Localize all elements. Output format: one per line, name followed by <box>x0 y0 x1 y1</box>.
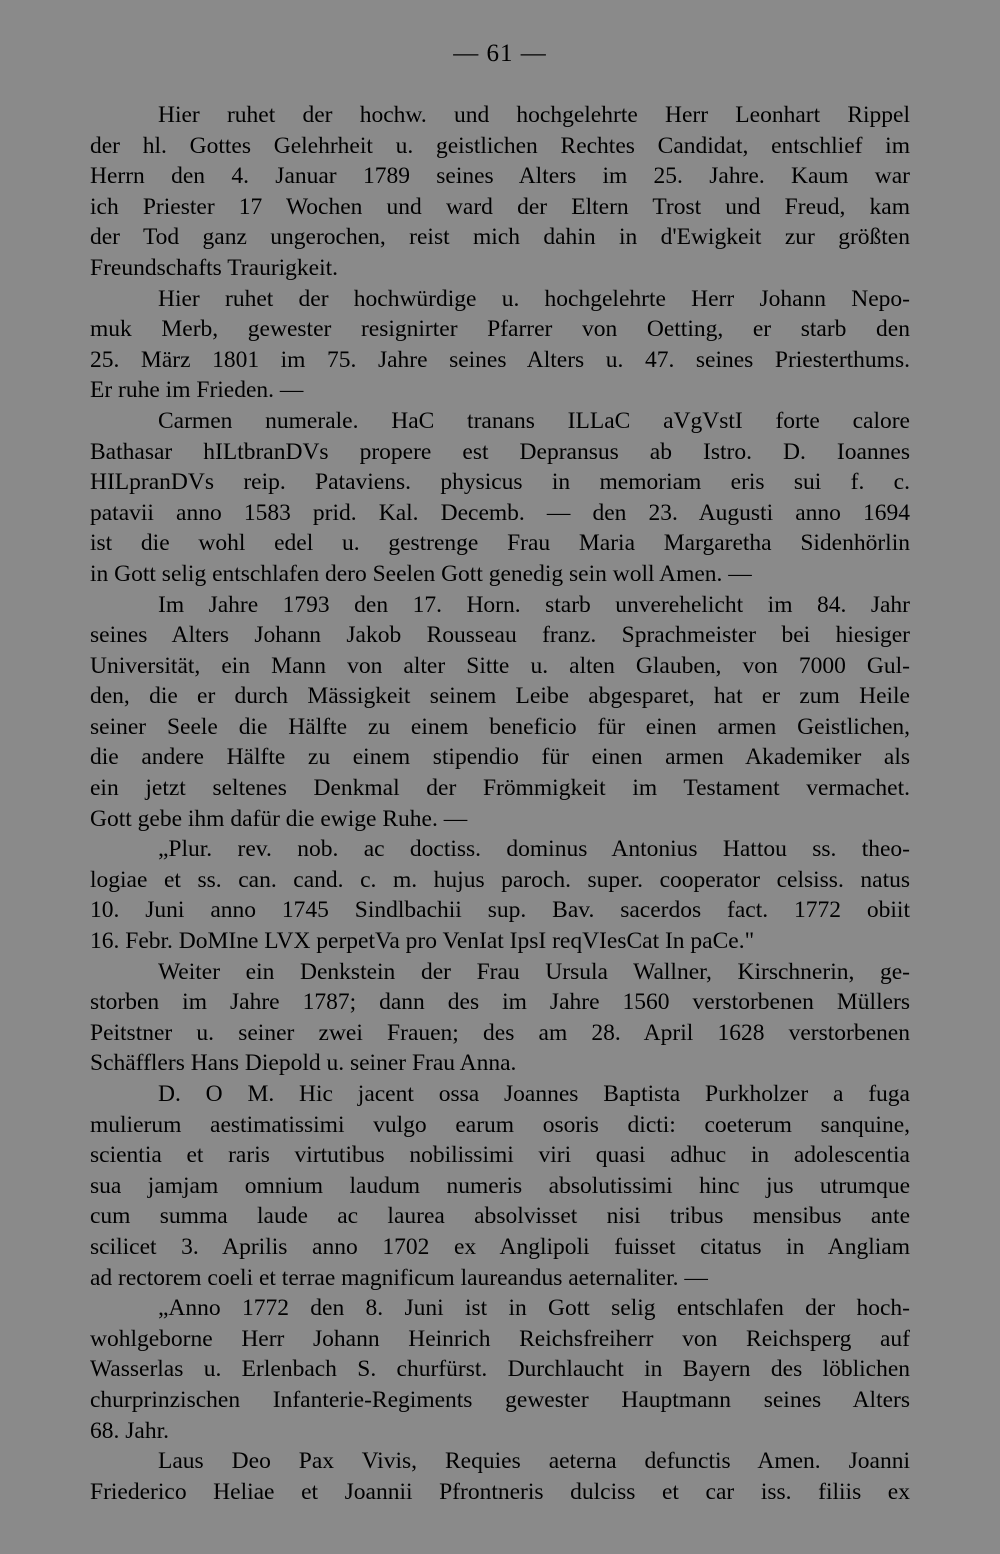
page-text-body <box>90 100 910 1507</box>
text-line: seiner Seele die Hälfte zu einem beneficio für einen armen Geistlichen, <box>90 713 910 740</box>
text-line: scilicet 3. Aprilis anno 1702 ex Anglipoli fuisset citatus in Angliam <box>90 1233 910 1260</box>
text-line: Er ruhe im Frieden. — <box>90 377 304 404</box>
text-line: muk Merb, gewester resignirter Pfarrer von Oetting, er starb den <box>90 316 910 343</box>
text-line: Laus Deo Pax Vivis, Requies aeterna defunctis Amen. Joanni <box>158 1448 910 1475</box>
text-line: Herrn den 4. Januar 1789 seines Alters im 25. Jahre. Kaum war <box>90 163 910 190</box>
text-line: Friederico Heliae et Joannii Pfrontneris dulciss et car iss. filiis ex <box>90 1478 910 1505</box>
text-line: churprinzischen Infanterie-Regiments gewester Hauptmann seines Alters <box>90 1386 910 1413</box>
text-line: wohlgeborne Herr Johann Heinrich Reichsfreiherr von Reichsperg auf <box>90 1325 910 1352</box>
text-line: logiae et ss. can. cand. c. m. hujus paroch. super. cooperator celsiss. natus <box>90 866 910 893</box>
text-line: Peitstner u. seiner zwei Frauen; des am 28. April 1628 verstorbenen <box>90 1019 910 1046</box>
text-line: Freundschafts Traurigkeit. <box>90 254 339 281</box>
text-line: Weiter ein Denkstein der Frau Ursula Wallner, Kirschnerin, ge- <box>158 958 910 985</box>
text-line: HILpranDVs reip. Pataviens. physicus in memoriam eris sui f. c. <box>90 469 910 496</box>
text-line: 68. Jahr. <box>90 1417 169 1444</box>
text-line: mulierum aestimatissimi vulgo earum osoris dicti: coeterum sanquine, <box>90 1111 910 1138</box>
text-line: cum summa laude ac laurea absolvisset nisi tribus mensibus ante <box>90 1203 910 1230</box>
text-line: „Anno 1772 den 8. Juni ist in Gott selig entschlafen der hoch- <box>158 1295 910 1322</box>
text-line: Universität, ein Mann von alter Sitte u. alten Glauben, von 7000 Gul- <box>90 652 910 679</box>
text-line: Hier ruhet der hochwürdige u. hochgelehrte Herr Johann Nepo- <box>158 285 910 312</box>
text-line: Gott gebe ihm dafür die ewige Ruhe. — <box>90 805 468 832</box>
text-line: 16. Febr. DoMIne LVX perpetVa pro VenIat IpsI reqVIesCat In paCe." <box>90 928 755 955</box>
text-line: die andere Hälfte zu einem stipendio für einen armen Akademiker als <box>90 744 910 771</box>
text-line: Schäfflers Hans Diepold u. seiner Frau Anna. <box>90 1050 517 1077</box>
text-line: ist die wohl edel u. gestrenge Frau Maria Margaretha Sidenhörlin <box>90 530 910 557</box>
text-line: Im Jahre 1793 den 17. Horn. starb unverehelicht im 84. Jahr <box>158 591 910 618</box>
text-line: ich Priester 17 Wochen und ward der Eltern Trost und Freud, kam <box>90 193 910 220</box>
text-line: seines Alters Johann Jakob Rousseau franz. Sprachmeister bei hiesiger <box>90 622 910 649</box>
page-number: — 61 — <box>453 40 547 67</box>
text-line: storben im Jahre 1787; dann des im Jahre 1560 verstorbenen Müllers <box>90 989 910 1016</box>
text-line: Hier ruhet der hochw. und hochgelehrte Herr Leonhart Rippel <box>158 102 910 128</box>
text-line: 25. März 1801 im 75. Jahre seines Alters u. 47. seines Priesterthums. <box>90 346 910 373</box>
text-line: patavii anno 1583 prid. Kal. Decemb. — den 23. Augusti anno 1694 <box>90 499 910 526</box>
text-line: 10. Juni anno 1745 Sindlbachii sup. Bav. sacerdos fact. 1772 obiit <box>90 897 910 924</box>
text-line: sua jamjam omnium laudum numeris absolutissimi hinc jus utrumque <box>90 1172 910 1199</box>
text-line: Wasserlas u. Erlenbach S. churfürst. Durchlaucht in Bayern des löblichen <box>90 1356 910 1383</box>
text-line: scientia et raris virtutibus nobilissimi viri quasi adhuc in adolescentia <box>90 1142 910 1169</box>
text-line: Bathasar hILtbranDVs propere est Depransus ab Istro. D. Ioannes <box>90 438 910 465</box>
text-line: ad rectorem coeli et terrae magnificum laureandus aeternaliter. — <box>90 1264 708 1291</box>
text-line: in Gott selig entschlafen dero Seelen Gott genedig sein woll Amen. — <box>90 560 752 587</box>
text-line: Carmen numerale. HaC tranans ILLaC aVgVstI forte calore <box>158 407 910 434</box>
text-line: D. O M. Hic jacent ossa Joannes Baptista Purkholzer a fuga <box>158 1081 910 1107</box>
text-line: der hl. Gottes Gelehrheit u. geistlichen Rechtes Candidat, entschlief im <box>90 132 910 159</box>
text-line: den, die er durch Mässigkeit seinem Leibe abgesparet, hat er zum Heile <box>90 683 910 710</box>
text-line: ein jetzt seltenes Denkmal der Frömmigkeit im Testament vermachet. <box>90 775 910 802</box>
text-line: „Plur. rev. nob. ac doctiss. dominus Antonius Hattou ss. theo- <box>158 836 910 863</box>
text-line: der Tod ganz ungerochen, reist mich dahin in d'Ewigkeit zur größten <box>90 224 910 251</box>
